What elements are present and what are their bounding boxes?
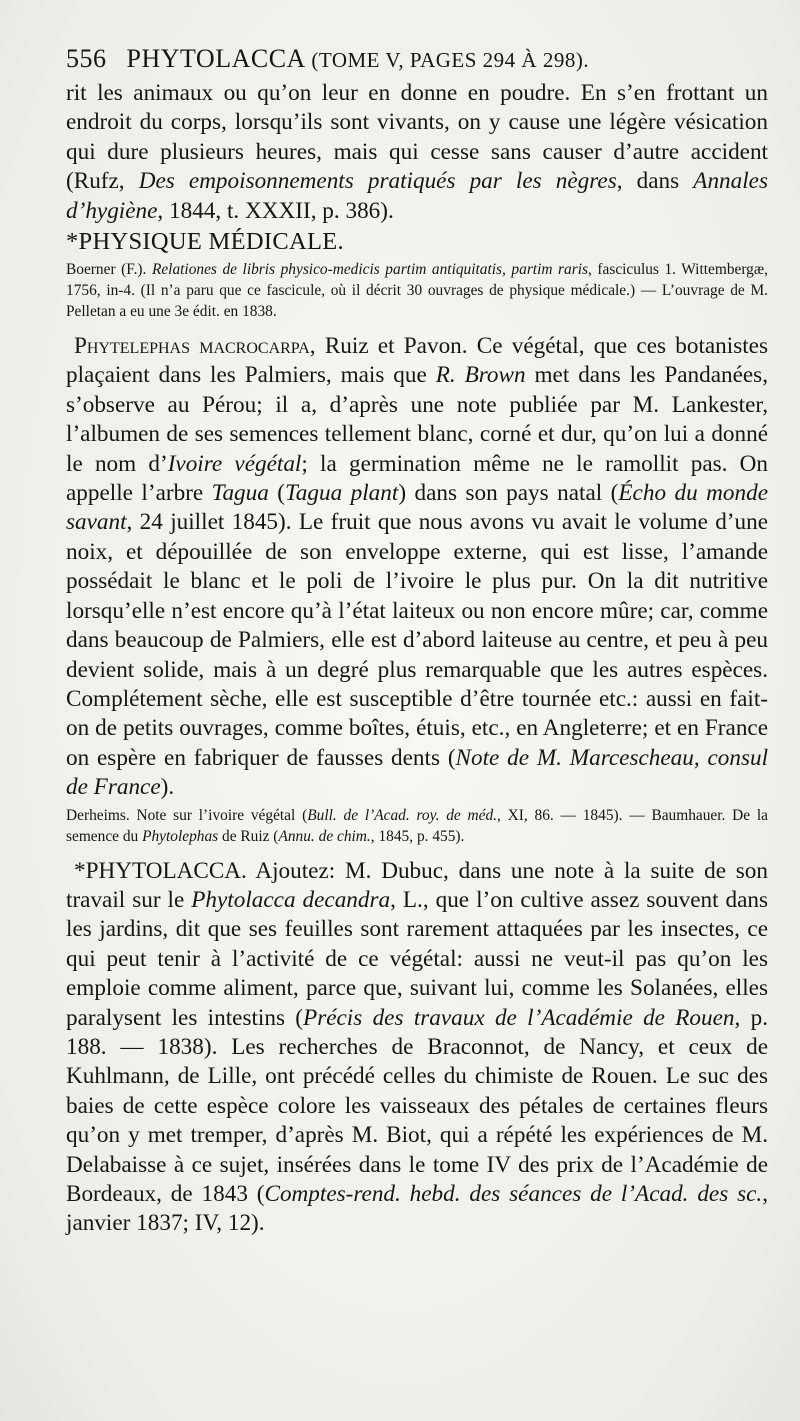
italic-run: Ivoire végétal (167, 450, 302, 477)
entry-phytelephas (66, 332, 768, 803)
text-run: ). (160, 774, 175, 801)
entry-term: Phytelephas macrocarpa (74, 333, 310, 360)
text-run: , L., que l’on cultive assez souvent dans les jardins, dit que ses feuilles sont rarement attaquées par les insectes, ce qui peut tenir à l’activité de ce végétal: aussi ne veut-il pas qu’on les emploie comme aliment, parce que, suivant lui, comme les Solanées, elles paralysent les intestins ( (66, 886, 769, 1031)
text-run: ) dans son pays natal ( (398, 480, 619, 507)
italic-run: Note de M. Marcescheau, consul de France (66, 744, 769, 801)
text-run: , fasciculus 1. Wittembergæ, 1756, in-4. (Il n’a paru que ce fascicule, où il décrit 30 ouvrages de physique médicale.) — L’ouvrage de M. Pelletan a eu une 3e édit. en 1838. (66, 261, 768, 321)
section-heading-physique-medicale: *PHYSIQUE MÉDICALE. (66, 228, 344, 256)
text-run: , 1844, t. XXXII, p. 386). (157, 197, 394, 224)
italic-run: Phytolacca decandra (191, 886, 391, 913)
text-run: , 1845, p. 455). (370, 827, 465, 845)
italic-run: Annu. de chim. (278, 827, 371, 845)
text-run: ( (268, 480, 286, 507)
running-head (66, 44, 768, 75)
italic-run: Relationes de libris physico-medicis partim antiquitatis, partim raris (151, 261, 588, 279)
text-run: rit les animaux ou qu’on leur en donne en poudre. En s’en frottant un endroit du corps, lorsqu’ils sont vivants, on y cause une légère vésication qui dure plusieurs heures, mais qui cesse sans causer d’autre accident (Rufz, (66, 80, 768, 195)
entry-phytolacca (66, 857, 768, 1239)
bibliography-note (66, 259, 768, 322)
italic-run: Précis des travaux de l’Académie de Rouen (303, 1004, 735, 1031)
italic-run: R. Brown (435, 362, 526, 389)
text-run: de Ruiz ( (218, 827, 279, 845)
bibliography-note (66, 805, 768, 847)
italic-run: Tagua plant (285, 480, 399, 507)
text-run: , p. 188. — 1838). Les recherches de Braconnot, de Nancy, et ceux de Kuhlmann, de Lille, ont précédé celles du chimiste de Rouen. Le suc des baies de cette espèce colore les vaisseaux des pétales de certaines fleurs qu’on y met tremper, d’après M. Biot, qui a répété les expériences de M. Delabaisse à ce sujet, insérées dans le tome IV des prix de l’Académie de Bordeaux, de 1843 ( (66, 1004, 769, 1207)
text-run: , janvier 1837; IV, 12). (66, 1181, 768, 1237)
italic-run: Bull. de l’Acad. roy. de méd. (307, 806, 498, 824)
text-run: Derheims. Note sur l’ivoire végétal ( (66, 806, 308, 824)
italic-run: Phytolephas (142, 827, 219, 845)
italic-run: Des empoisonnements pratiqués par les nègres (138, 168, 617, 195)
text-run: , dans (616, 168, 694, 195)
running-head-volume-ref: (TOME V, PAGES 294 À 298). (311, 48, 590, 72)
text-run: , 24 juillet 1845). Le fruit que nous avons vu avait le volume d’une noix, et dépouillée de son enveloppe externe, qui est lisse, l’amande possédait le blanc et le poli de l’ivoire le plus pur. On la dit nutritive lorsqu’elle n’est encore qu’à l’état laiteux ou non encore mûre; car, comme dans beaucoup de Palmiers, elle est d’abord laiteuse au centre, et peu à peu devient solide, mais à un degré plus remarquable que les autres espèces. Complétement sèche, elle est susceptible d’être tournée etc.: aussi en fait-on de petits ouvrages, comme boîtes, étuis, etc., en Angleterre; et en France on espère en fabriquer de fausses dents ( (66, 509, 768, 771)
text-run: , Ruiz et Pavon. Ce végétal, que ces botanistes plaçaient dans les Palmiers, mais que (66, 333, 768, 389)
text-run: ; la germination même ne le ramollit pas. On appelle l’arbre (66, 450, 769, 507)
text-run: Boerner (F.). (66, 261, 152, 279)
text-run: , XI, 86. — 1845). — Baumhauer. De la semence du (66, 806, 769, 845)
running-head-title: PHYTOLACCA (126, 44, 305, 73)
paragraph-continuation (66, 79, 768, 226)
text-run: *PHYTOLACCA. Ajoutez: M. Dubuc, dans une note à la suite de son travail sur le (66, 857, 768, 913)
italic-run: Tagua (211, 480, 269, 507)
italic-run: Comptes-rend. hebd. des séances de l’Acad. des sc. (264, 1181, 763, 1207)
page-number: 556 (66, 44, 107, 73)
italic-run: Écho du monde savant (66, 480, 768, 536)
text-run: met dans les Pandanées, s’observe au Pérou; il a, d’après une note publiée par M. Lankester, l’albumen de ses semences tellement blanc, corné et dur, qu’on lui a donné le nom d’ (66, 362, 768, 477)
italic-run: Annales d’hygiène (66, 168, 768, 224)
